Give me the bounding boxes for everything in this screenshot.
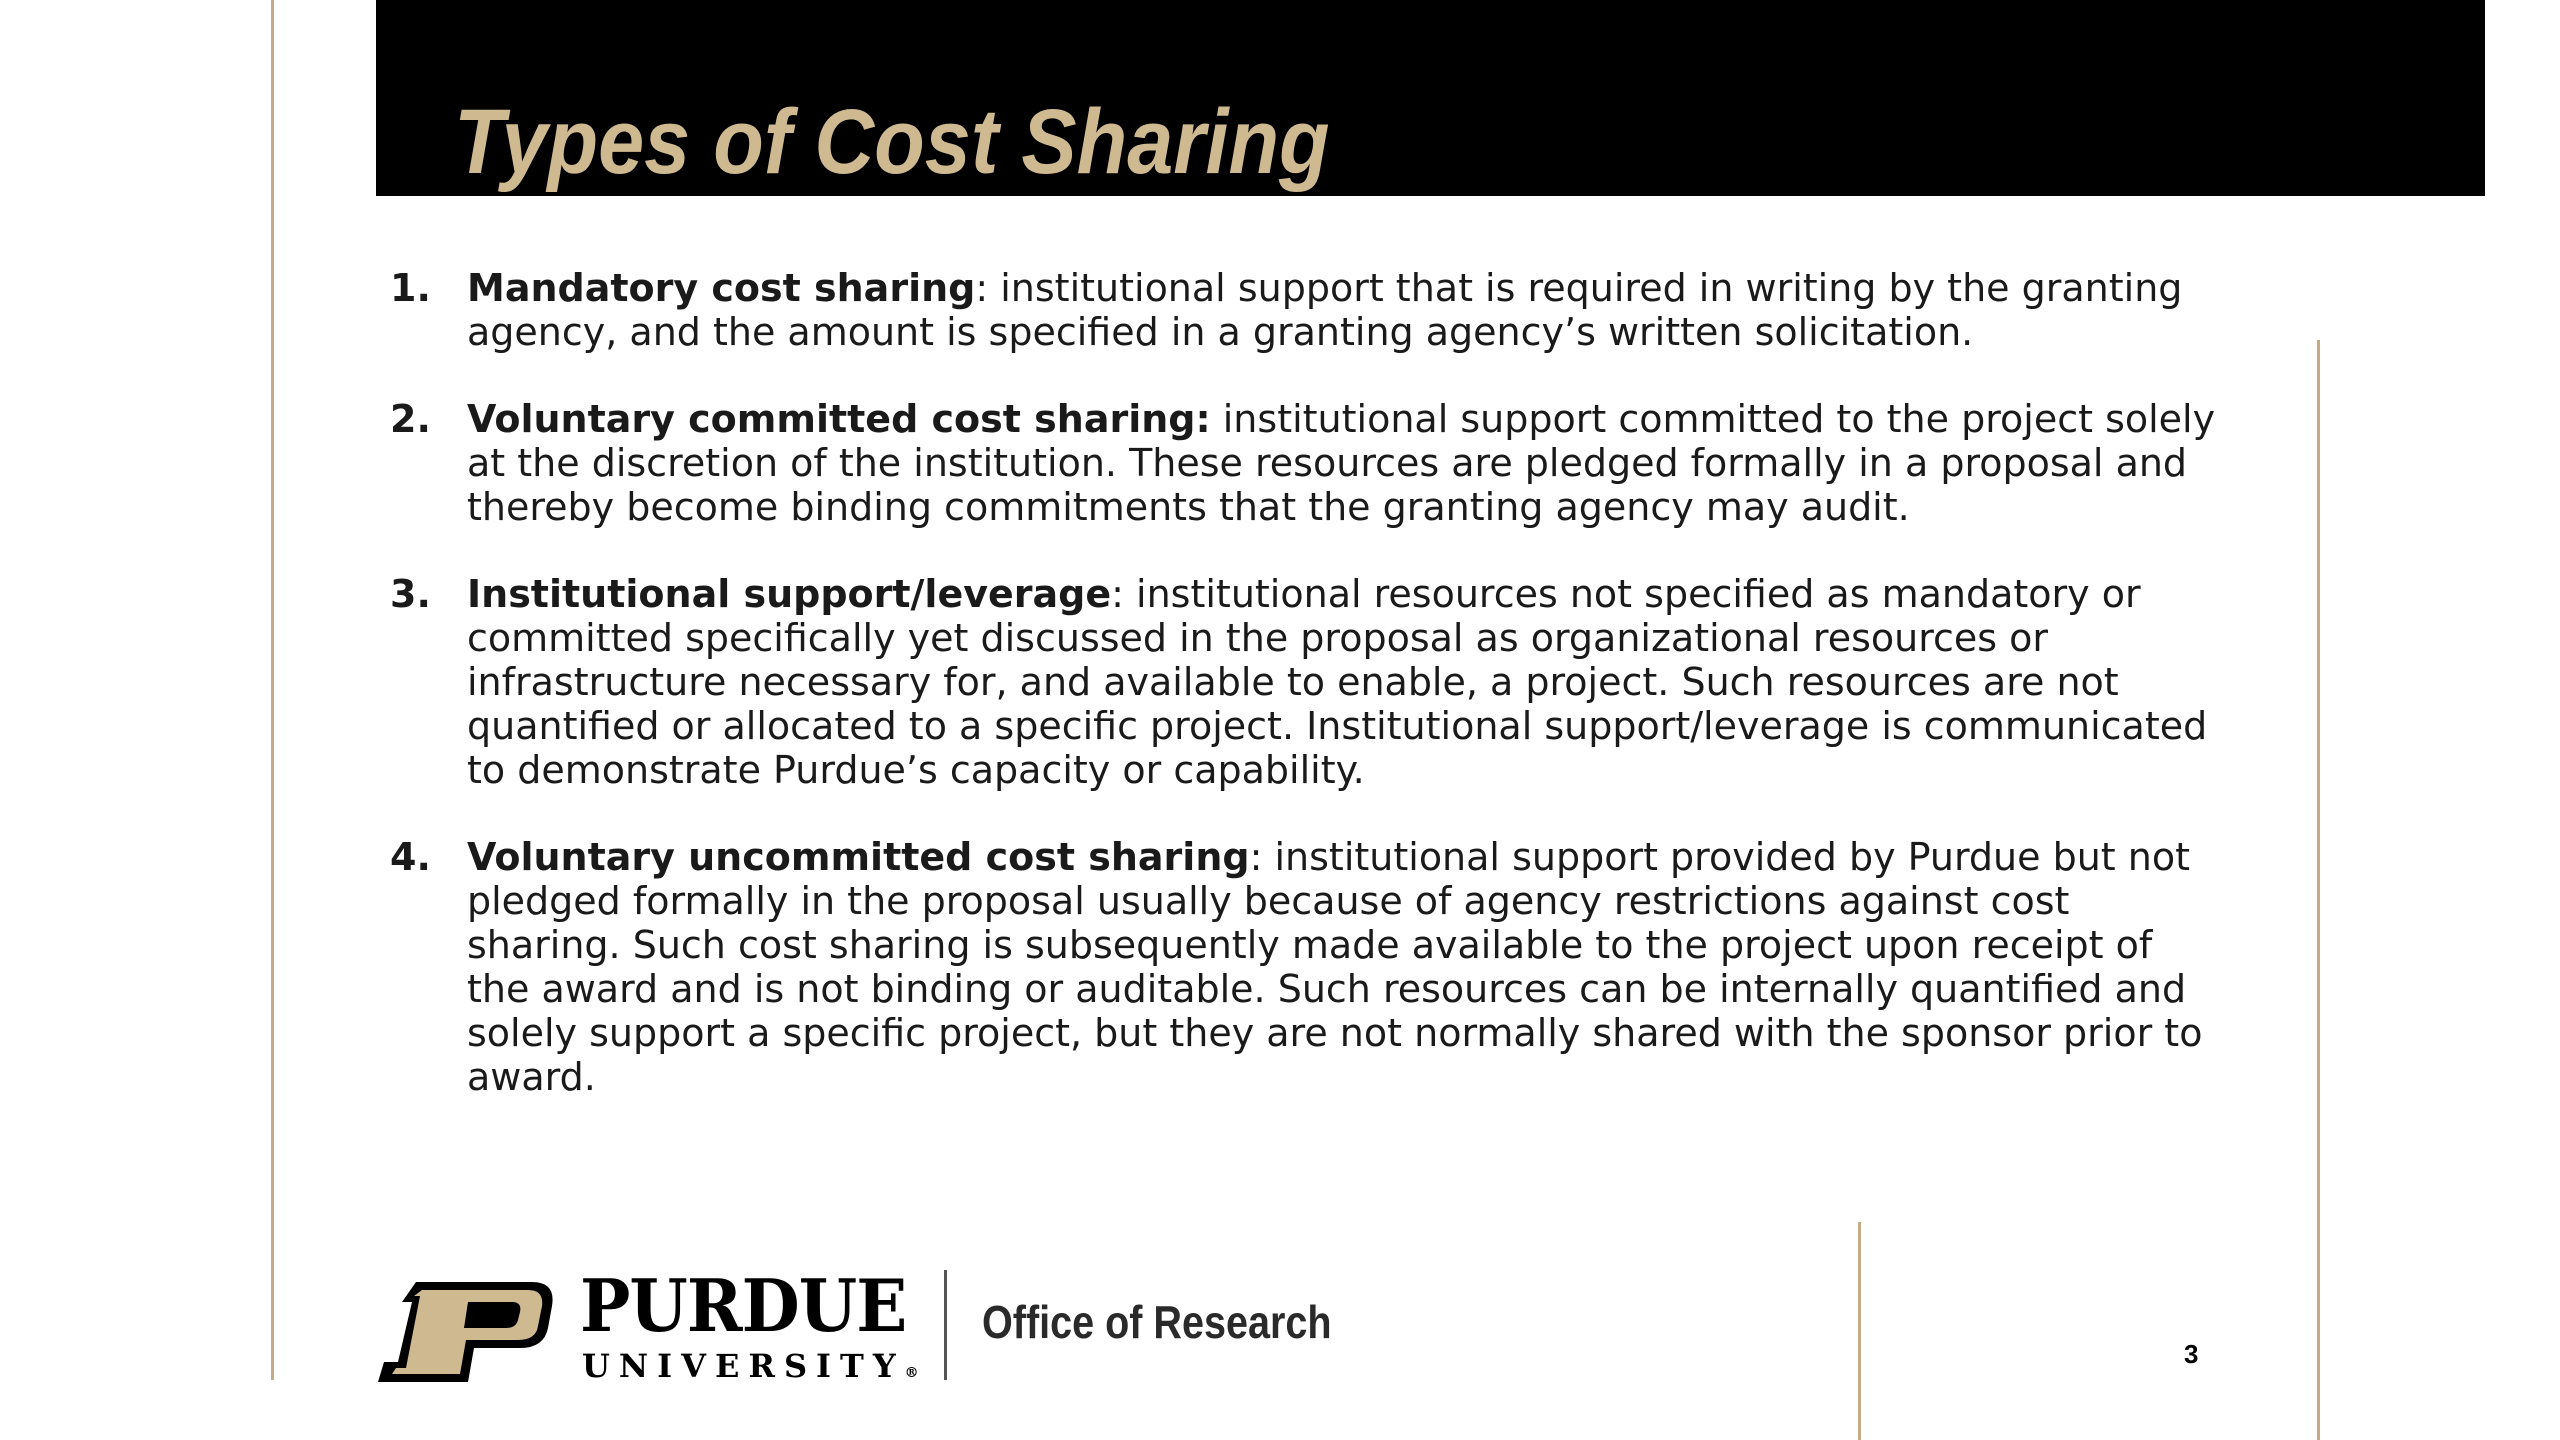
item-text: : institutional support provided by Purdue but not pledged formally in the proposal usually because of agency restrictions against cost sharing. Such cost sharing is subsequently made available to the project upon receipt of the award and is not binding or auditable. Such resources can be internally quantified and solely support a specific project, but they are not normally shared with the sponsor prior to award. <box>467 835 2203 1099</box>
list-item <box>390 266 2220 354</box>
item-term: Voluntary committed cost sharing: <box>467 397 1211 441</box>
item-term: Institutional support/leverage <box>467 572 1112 616</box>
item-number: 3. <box>390 572 431 616</box>
page-number: 3 <box>2184 1339 2199 1369</box>
purdue-p-logo-icon <box>376 1278 556 1384</box>
item-text: institutional support committed to the project solely at the discretion of the institution. These resources are pledged formally in a proposal and thereby become binding commitments that the granting agency may audit. <box>467 397 2216 529</box>
footer-divider-rule <box>1858 1222 1861 1440</box>
item-text: : institutional support that is required in writing by the granting agency, and the amount is specified in a granting agency’s written solicitation. <box>467 266 2183 354</box>
list-item <box>390 572 2220 792</box>
logo-wordmark: PURDUE <box>580 1263 907 1348</box>
slide-title: Types of Cost Sharing <box>454 91 1330 193</box>
cost-sharing-list <box>390 266 2220 1142</box>
logo-subtext <box>582 1348 919 1391</box>
registered-mark: ® <box>904 1365 919 1381</box>
purdue-logo <box>376 1263 1376 1390</box>
item-term: Voluntary uncommitted cost sharing <box>467 835 1250 879</box>
item-number: 1. <box>390 266 431 310</box>
item-text: : institutional resources not specified as mandatory or committed specifically yet discussed in the proposal as organizational resources or infrastructure necessary for, and available to enable, a project. Such resources are not quantified or allocated to a specific project. Institutional support/leverage is communicated to demonstrate Purdue’s capacity or capability. <box>467 572 2208 792</box>
list-item <box>390 397 2220 529</box>
logo-divider <box>944 1270 947 1380</box>
left-border-rule <box>271 0 274 1380</box>
item-term: Mandatory cost sharing <box>467 266 976 310</box>
item-number: 2. <box>390 397 431 441</box>
list-item <box>390 835 2220 1099</box>
office-name: Office of Research <box>982 1296 1332 1348</box>
item-number: 4. <box>390 835 431 879</box>
logo-subtext-word: UNIVERSITY <box>582 1347 905 1385</box>
right-border-rule <box>2317 340 2320 1440</box>
